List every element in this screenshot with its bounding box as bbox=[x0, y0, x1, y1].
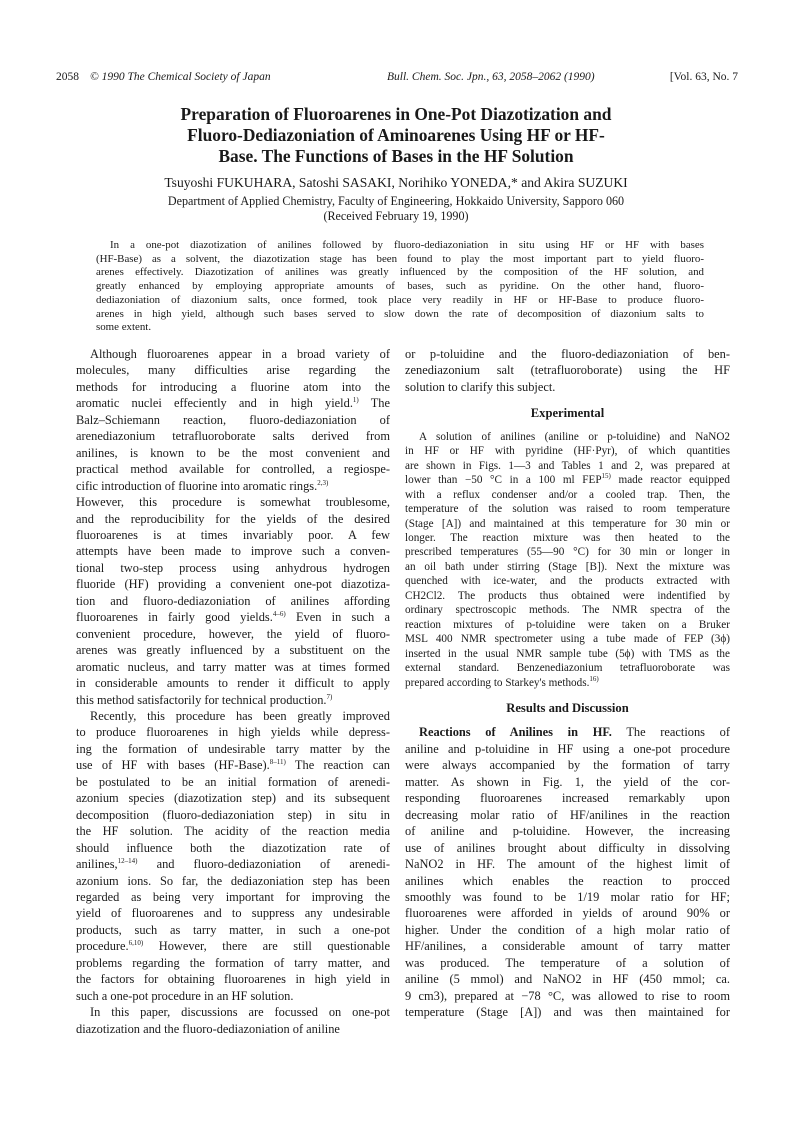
body-line: CH2Cl2. The products thus obtained were indentified by bbox=[405, 589, 730, 602]
text-run: use of HF with bases (HF-Base). bbox=[76, 758, 270, 773]
body-line: such a one-pot procedure in an HF solution. bbox=[76, 988, 294, 1003]
body-line: quenched with ice-water, and the products extracted with bbox=[405, 575, 730, 588]
body-line: external standard. Benzenediazonium tetrafluoroborate was bbox=[405, 662, 730, 675]
body-line: arenes was greatly influenced by a substituent on the bbox=[76, 643, 390, 658]
body-line: ordinary spectroscopic methods. The NMR spectra of the bbox=[405, 604, 730, 617]
body-line: ing the formation of undesirable tarry matter by the bbox=[76, 741, 390, 756]
body-line: smoothly was found to be 1/19 molar ratio for HF; bbox=[405, 889, 730, 904]
body-line: the HF solution. The acidity of the reaction media bbox=[76, 824, 390, 839]
text-run: this method satisfactorily for technical production. bbox=[76, 692, 327, 707]
text-run: procedure. bbox=[76, 939, 129, 954]
body-line: arenediazonium tetrafluoroborate salts derived from bbox=[76, 429, 390, 444]
body-line bbox=[76, 395, 390, 411]
body-line: anilines, is known to be the most convenient and bbox=[76, 445, 390, 460]
title-line: Preparation of Fluoroarenes in One-Pot Diazotization and bbox=[180, 104, 612, 124]
text-run: and fluoro-dediazoniation of arenedi- bbox=[137, 857, 390, 872]
body-line: fluoride (HF) providing a convenient one-pot diazotiza- bbox=[76, 577, 390, 592]
body-line bbox=[405, 724, 730, 740]
body-line: are shown in Figs. 1—3 and Tables 1 and 2, was prepared at bbox=[405, 459, 730, 472]
body-line: use of anilines brought about difficulty in dissolving bbox=[405, 840, 730, 855]
body-line bbox=[76, 757, 390, 773]
citation-ref: 1) bbox=[352, 396, 359, 405]
citation-ref: 4–6) bbox=[272, 610, 286, 619]
body-line bbox=[76, 692, 390, 708]
abstract-line: In a one-pot diazotization of anilines followed by fluoro-dediazoniation in situ using HF or HF with bases bbox=[110, 239, 704, 251]
body-line: yield of fluoroarenes and to suppress any undesirable bbox=[76, 906, 390, 921]
body-line: problems regarding the formation of tarry matter, and bbox=[76, 955, 390, 970]
affiliation-block bbox=[60, 194, 732, 224]
body-line: regarded as being very important for improving the bbox=[76, 889, 390, 904]
body-line: and the reproducibility for the yields of the desired bbox=[76, 511, 390, 526]
citation-ref: 7) bbox=[326, 692, 333, 701]
body-line: responding fluoroarenes increased remarkably upon bbox=[405, 791, 730, 806]
body-line: zenediazonium salt (tetrafluoroborate) using the HF bbox=[405, 363, 730, 378]
body-line: the factors for obtaining fluoroarenes in high yield in bbox=[76, 972, 390, 987]
body-line: temperature of the solution was raised to room temperature bbox=[405, 503, 730, 516]
abstract-line: some extent. bbox=[96, 321, 152, 334]
right-column bbox=[405, 346, 730, 1021]
body-line: HF/anilines, a considerable amount of tarry matter bbox=[405, 939, 730, 954]
body-line: decomposition (fluoro-dediazoniation step) in situ in bbox=[76, 807, 390, 822]
journal-citation: Bull. Chem. Soc. Jpn., 63, 2058–2062 (1990) bbox=[387, 71, 595, 83]
body-line: should influence both the diazotization rate of bbox=[76, 840, 390, 855]
citation-ref: 6,10) bbox=[128, 939, 144, 948]
citation-ref: 8–11) bbox=[269, 758, 286, 767]
body-line: azonium species (diazotization step) and its subsequent bbox=[76, 791, 390, 806]
body-line: temperature (Stage [A]) and was then maintained for bbox=[405, 1005, 730, 1020]
body-line bbox=[76, 478, 390, 494]
text-run: anilines, bbox=[76, 857, 118, 872]
body-line: be postulated to be an initial formation of arenedi- bbox=[76, 774, 390, 789]
text-run: The reaction can bbox=[285, 758, 390, 773]
section-heading-experimental: Experimental bbox=[530, 406, 605, 421]
title-line: Base. The Functions of Bases in the HF Solution bbox=[218, 146, 574, 166]
body-line: tional two-step process using anhydrous hydrogen bbox=[76, 560, 390, 575]
abstract-line: arenes in high yield, although such bases served to slow down the rate of decomposition of diazonium salts to bbox=[96, 307, 704, 320]
citation-ref: 16) bbox=[589, 674, 599, 683]
body-line: azonium ions. So far, the dediazoniation step has been bbox=[76, 873, 390, 888]
body-line: of aniline and p-toluidine. However, the increasing bbox=[405, 824, 730, 839]
text-run: The reactions of bbox=[611, 725, 730, 740]
text-run: The bbox=[358, 396, 390, 411]
body-line: MSL 400 NMR spectrometer using a tube made of FEP (3ϕ) bbox=[405, 633, 730, 646]
author-list: Tsuyoshi FUKUHARA, Satoshi SASAKI, Norihiko YONEDA,* and Akira SUZUKI bbox=[164, 175, 628, 190]
body-line bbox=[405, 676, 730, 690]
body-line: fluoroarenes is at times invariably poor. A few bbox=[76, 527, 390, 542]
running-header bbox=[56, 71, 738, 87]
body-line: Balz–Schiemann reaction, fluoro-dediazoniation of bbox=[76, 412, 390, 427]
left-column bbox=[76, 346, 390, 1037]
citation-ref: 15) bbox=[601, 472, 611, 481]
text-run: However, there are still questionable bbox=[143, 939, 390, 954]
body-line bbox=[76, 609, 390, 625]
body-line: aromatic nucleus, and tarry matter was at times formed bbox=[76, 659, 390, 674]
text-run: made reactor equipped bbox=[610, 474, 730, 487]
text-run: fluoroarenes in fairly good yields. bbox=[76, 610, 273, 625]
body-line: or p-toluidine and the fluoro-dediazoniation of ben- bbox=[405, 347, 730, 361]
body-line: was produced. The temperature of a solution of bbox=[405, 955, 730, 970]
body-line: practical method available for controlled, a regiospe- bbox=[76, 462, 390, 477]
text-run: prepared according to Starkey's methods. bbox=[405, 676, 590, 689]
body-line: A solution of anilines (aniline or p-toluidine) and NaNO2 bbox=[419, 430, 730, 443]
body-line: matter. As shown in Fig. 1, the yield of the cor- bbox=[405, 774, 730, 789]
text-run: aromatic nuclei effeciently and in high yield. bbox=[76, 396, 353, 411]
body-line: (Stage [A]) and maintained at this temperature for 30 min or bbox=[405, 517, 730, 530]
copyright-notice: © 1990 The Chemical Society of Japan bbox=[90, 71, 271, 83]
body-line: in HF or HF with pyridine (HF·Pyr), of which quantities bbox=[405, 445, 730, 458]
body-line: reaction mixtures of p-toluidine were taken on a Bruker bbox=[405, 618, 730, 631]
body-line: aniline (5 mmol) and NaNO2 in HF (450 mmol; ca. bbox=[405, 972, 730, 987]
body-line: 9 cm3), prepared at −78 °C, was allowed to rise to room bbox=[405, 988, 730, 1003]
body-line: diazotization and the fluoro-dediazoniation of aniline bbox=[76, 1021, 340, 1036]
body-line: NaNO2 in HF. The amount of the highest limit of bbox=[405, 857, 730, 872]
abstract-line: (HF-Base) as a solvent, the diazotization stage has been found to play the most important part to yield fluoro- bbox=[96, 252, 704, 265]
received-date: (Received February 19, 1990) bbox=[323, 209, 469, 223]
abstract-line: arenes effectively. Diazotization of anilines was greatly influenced by the composition of the HF solution, and bbox=[96, 266, 704, 279]
body-line: to produce fluoroarenes in high yields while depress- bbox=[76, 725, 390, 740]
abstract bbox=[96, 239, 704, 335]
body-line bbox=[76, 938, 390, 954]
body-line: prescribed temperatures (55—90 °C) for 30 min or longer in bbox=[405, 546, 730, 559]
body-line: Recently, this procedure has been greatly improved bbox=[90, 708, 390, 723]
subsection-heading: Reactions of Anilines in HF. bbox=[419, 725, 612, 740]
body-line: aniline and p-toluidine in HF using a one-pot procedure bbox=[405, 741, 730, 756]
body-line: In this paper, discussions are focussed on one-pot bbox=[90, 1005, 390, 1020]
body-line bbox=[76, 856, 390, 872]
experimental-text bbox=[405, 430, 730, 690]
text-run: Even in such a bbox=[285, 610, 390, 625]
body-line: solution to clarify this subject. bbox=[405, 379, 556, 394]
body-line: tion and fluoro-dediazoniation of anilines affording bbox=[76, 593, 390, 608]
body-line: methods for introducing a fluorine atom into the bbox=[76, 379, 390, 394]
citation-ref: 2,3) bbox=[317, 478, 329, 487]
body-line: decreasing molar ratio of HF/anilines in the reaction bbox=[405, 807, 730, 822]
body-line: products, such as tarry matter, in such a one-pot bbox=[76, 922, 390, 937]
volume-issue: [Vol. 63, No. 7 bbox=[669, 71, 738, 83]
body-line bbox=[405, 473, 730, 487]
body-line: Although fluoroarenes appear in a broad variety of bbox=[90, 347, 390, 361]
article-title bbox=[90, 104, 702, 167]
body-line: in considerable amounts to render it difficult to apply bbox=[76, 676, 390, 691]
body-line: fluoroarenes were afforded in yields of around 90% or bbox=[405, 906, 730, 921]
body-line: higher. Under the condition of a high molar ratio of bbox=[405, 922, 730, 937]
body-line: convenient procedure, however, the yield of fluoro- bbox=[76, 626, 390, 641]
text-run: lower than −50 °C in a 100 ml FEP bbox=[405, 474, 602, 487]
body-line: with a reflux condenser and/or a cooled trap. Then, the bbox=[405, 488, 730, 501]
body-line: an oil bath under stirring (Stage [B]). Next the mixture was bbox=[405, 560, 730, 573]
section-heading-results: Results and Discussion bbox=[506, 700, 629, 715]
text-run: cific introduction of fluorine into aromatic rings. bbox=[76, 478, 318, 493]
body-line: molecules, many difficulties arise regarding the bbox=[76, 363, 390, 378]
body-line: anilines which enables the reaction to procced bbox=[405, 873, 730, 888]
abstract-line: dediazoniation of diazonium salts, once formed, took place very readily in HF or HF-Base to produce fluoro- bbox=[96, 293, 704, 306]
title-line: Fluoro-Dediazoniation of Aminoarenes Using HF or HF- bbox=[187, 125, 605, 145]
page-number: 2058 bbox=[56, 71, 79, 83]
body-line: However, this procedure is somewhat troublesome, bbox=[76, 495, 390, 510]
affiliation: Department of Applied Chemistry, Faculty of Engineering, Hokkaido University, Sapporo 060 bbox=[167, 194, 625, 208]
citation-ref: 12–14) bbox=[117, 857, 138, 866]
body-line: were always accompanied by the formation of tarry bbox=[405, 758, 730, 773]
body-line: inserted in the usual NMR sample tube (5ϕ) with TMS as the bbox=[405, 647, 730, 660]
abstract-line: greatly enhanced by employing appropriate amounts of bases, such as pyridine. On the other hand, fluoro- bbox=[96, 280, 704, 293]
body-line: longer. The reaction mixture was then heated to the bbox=[405, 531, 730, 544]
body-line: attempts have been made to improve such a conven- bbox=[76, 544, 390, 559]
